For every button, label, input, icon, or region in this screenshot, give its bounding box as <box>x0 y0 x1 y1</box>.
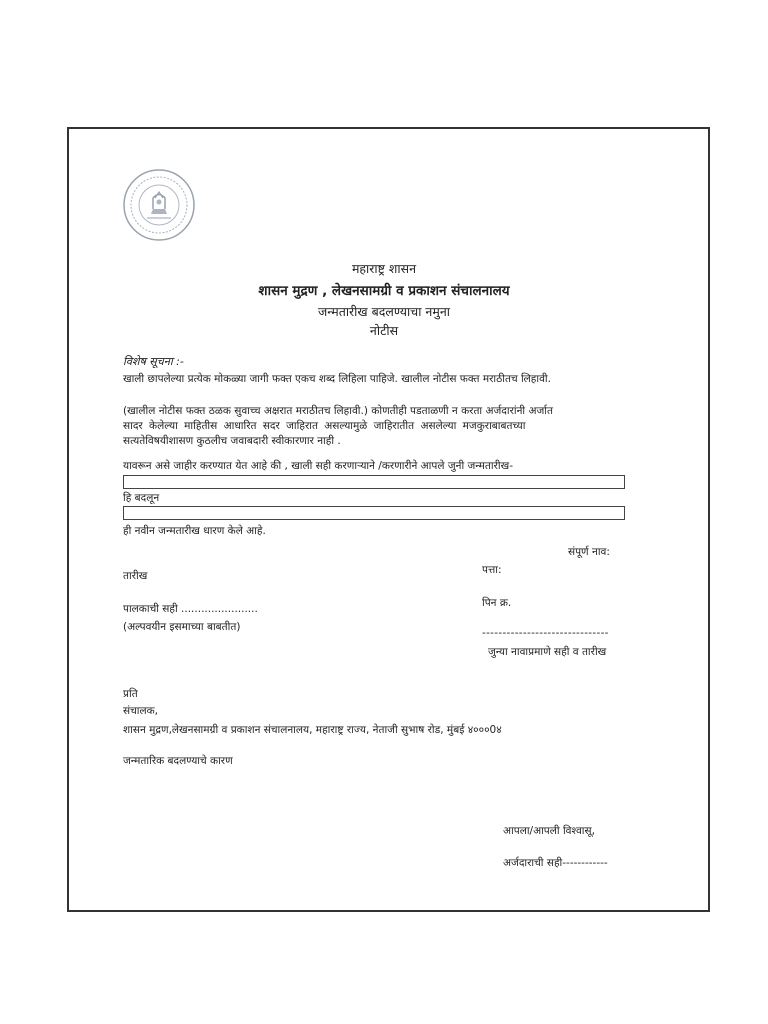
addressee-office: शासन मुद्रण,लेखनसामग्री व प्रकाशन संचालनालय, महाराष्ट्र राज्य, नेताजी सुभाष रोड, मुंबई ४०००0४ <box>123 724 502 736</box>
old-birthdate-field[interactable] <box>123 475 625 489</box>
disclaimer-line-1: (खालील नोटीस फक्त ठळक सुवाच्च अक्षरात मराठीतच लिहावी.) कोणतीही पडताळणी न करता अर्जदारांनी अर्जात <box>123 405 554 417</box>
new-birthdate-statement: ही नवीन जन्मतारीख धारण केले आहे. <box>123 525 266 537</box>
state-name: महाराष्ट्र शासन <box>351 261 417 276</box>
new-birthdate-field[interactable] <box>123 506 625 520</box>
reason-label: जन्मतारिक बदलण्याचे कारण <box>123 755 233 767</box>
form-title: जन्मतारीख बदलण्याचा नमुना <box>317 304 451 319</box>
addressee-to: प्रति <box>123 688 138 700</box>
date-label: तारीख <box>123 570 148 582</box>
department-name: शासन मुद्रण , लेखनसामग्री व प्रकाशन संचालनालय <box>258 283 510 299</box>
changed-label: हि बदलून <box>123 492 160 504</box>
government-seal-icon <box>122 168 196 242</box>
old-name-signature-label: जुन्या नावाप्रमाणे सही व तारीख <box>488 646 607 658</box>
address-label: पत्ता: <box>482 564 502 576</box>
applicant-signature-label: अर्जदाराची सही------------ <box>503 857 608 869</box>
pin-label: पिन क्र. <box>482 597 512 609</box>
minor-note: (अल्पवयीन इसमाच्या बाबतीत) <box>123 621 241 633</box>
instruction-line: खाली छापलेल्या प्रत्येक मोकळ्या जागी फक्त एकच शब्द लिहिला पाहिजे. खालील नोटीस फक्त मराठीतच लिहावी. <box>123 373 551 385</box>
guardian-signature-label: पालकाची सही ....................... <box>123 603 258 615</box>
declaration-line: यावरून असे जाहीर करण्यात येत आहे की , खाली सही करणाऱ्याने /करणारीने आपले जुनी जन्मतारीख- <box>123 460 514 472</box>
notice-title: नोटीस <box>369 323 399 338</box>
full-name-label: संपूर्ण नाव: <box>568 546 610 558</box>
addressee-director: संचालक, <box>123 705 159 717</box>
special-instructions-heading: विशेष सूचना :- <box>123 355 184 368</box>
disclaimer-line-2: सादर केलेल्या माहितीस आधारित सदर जाहिरात असल्यामुळे जाहिरातीत असलेल्या मजकुराबाबतच्या <box>123 420 526 432</box>
signature-line: ------------------------------- <box>482 627 609 639</box>
closing-yours: आपला/आपली विश्वासू, <box>503 825 595 837</box>
disclaimer-line-3: सत्यतेविषयीशासण कुठलीच जवाबदारी स्वीकारणार नाही . <box>123 435 341 447</box>
